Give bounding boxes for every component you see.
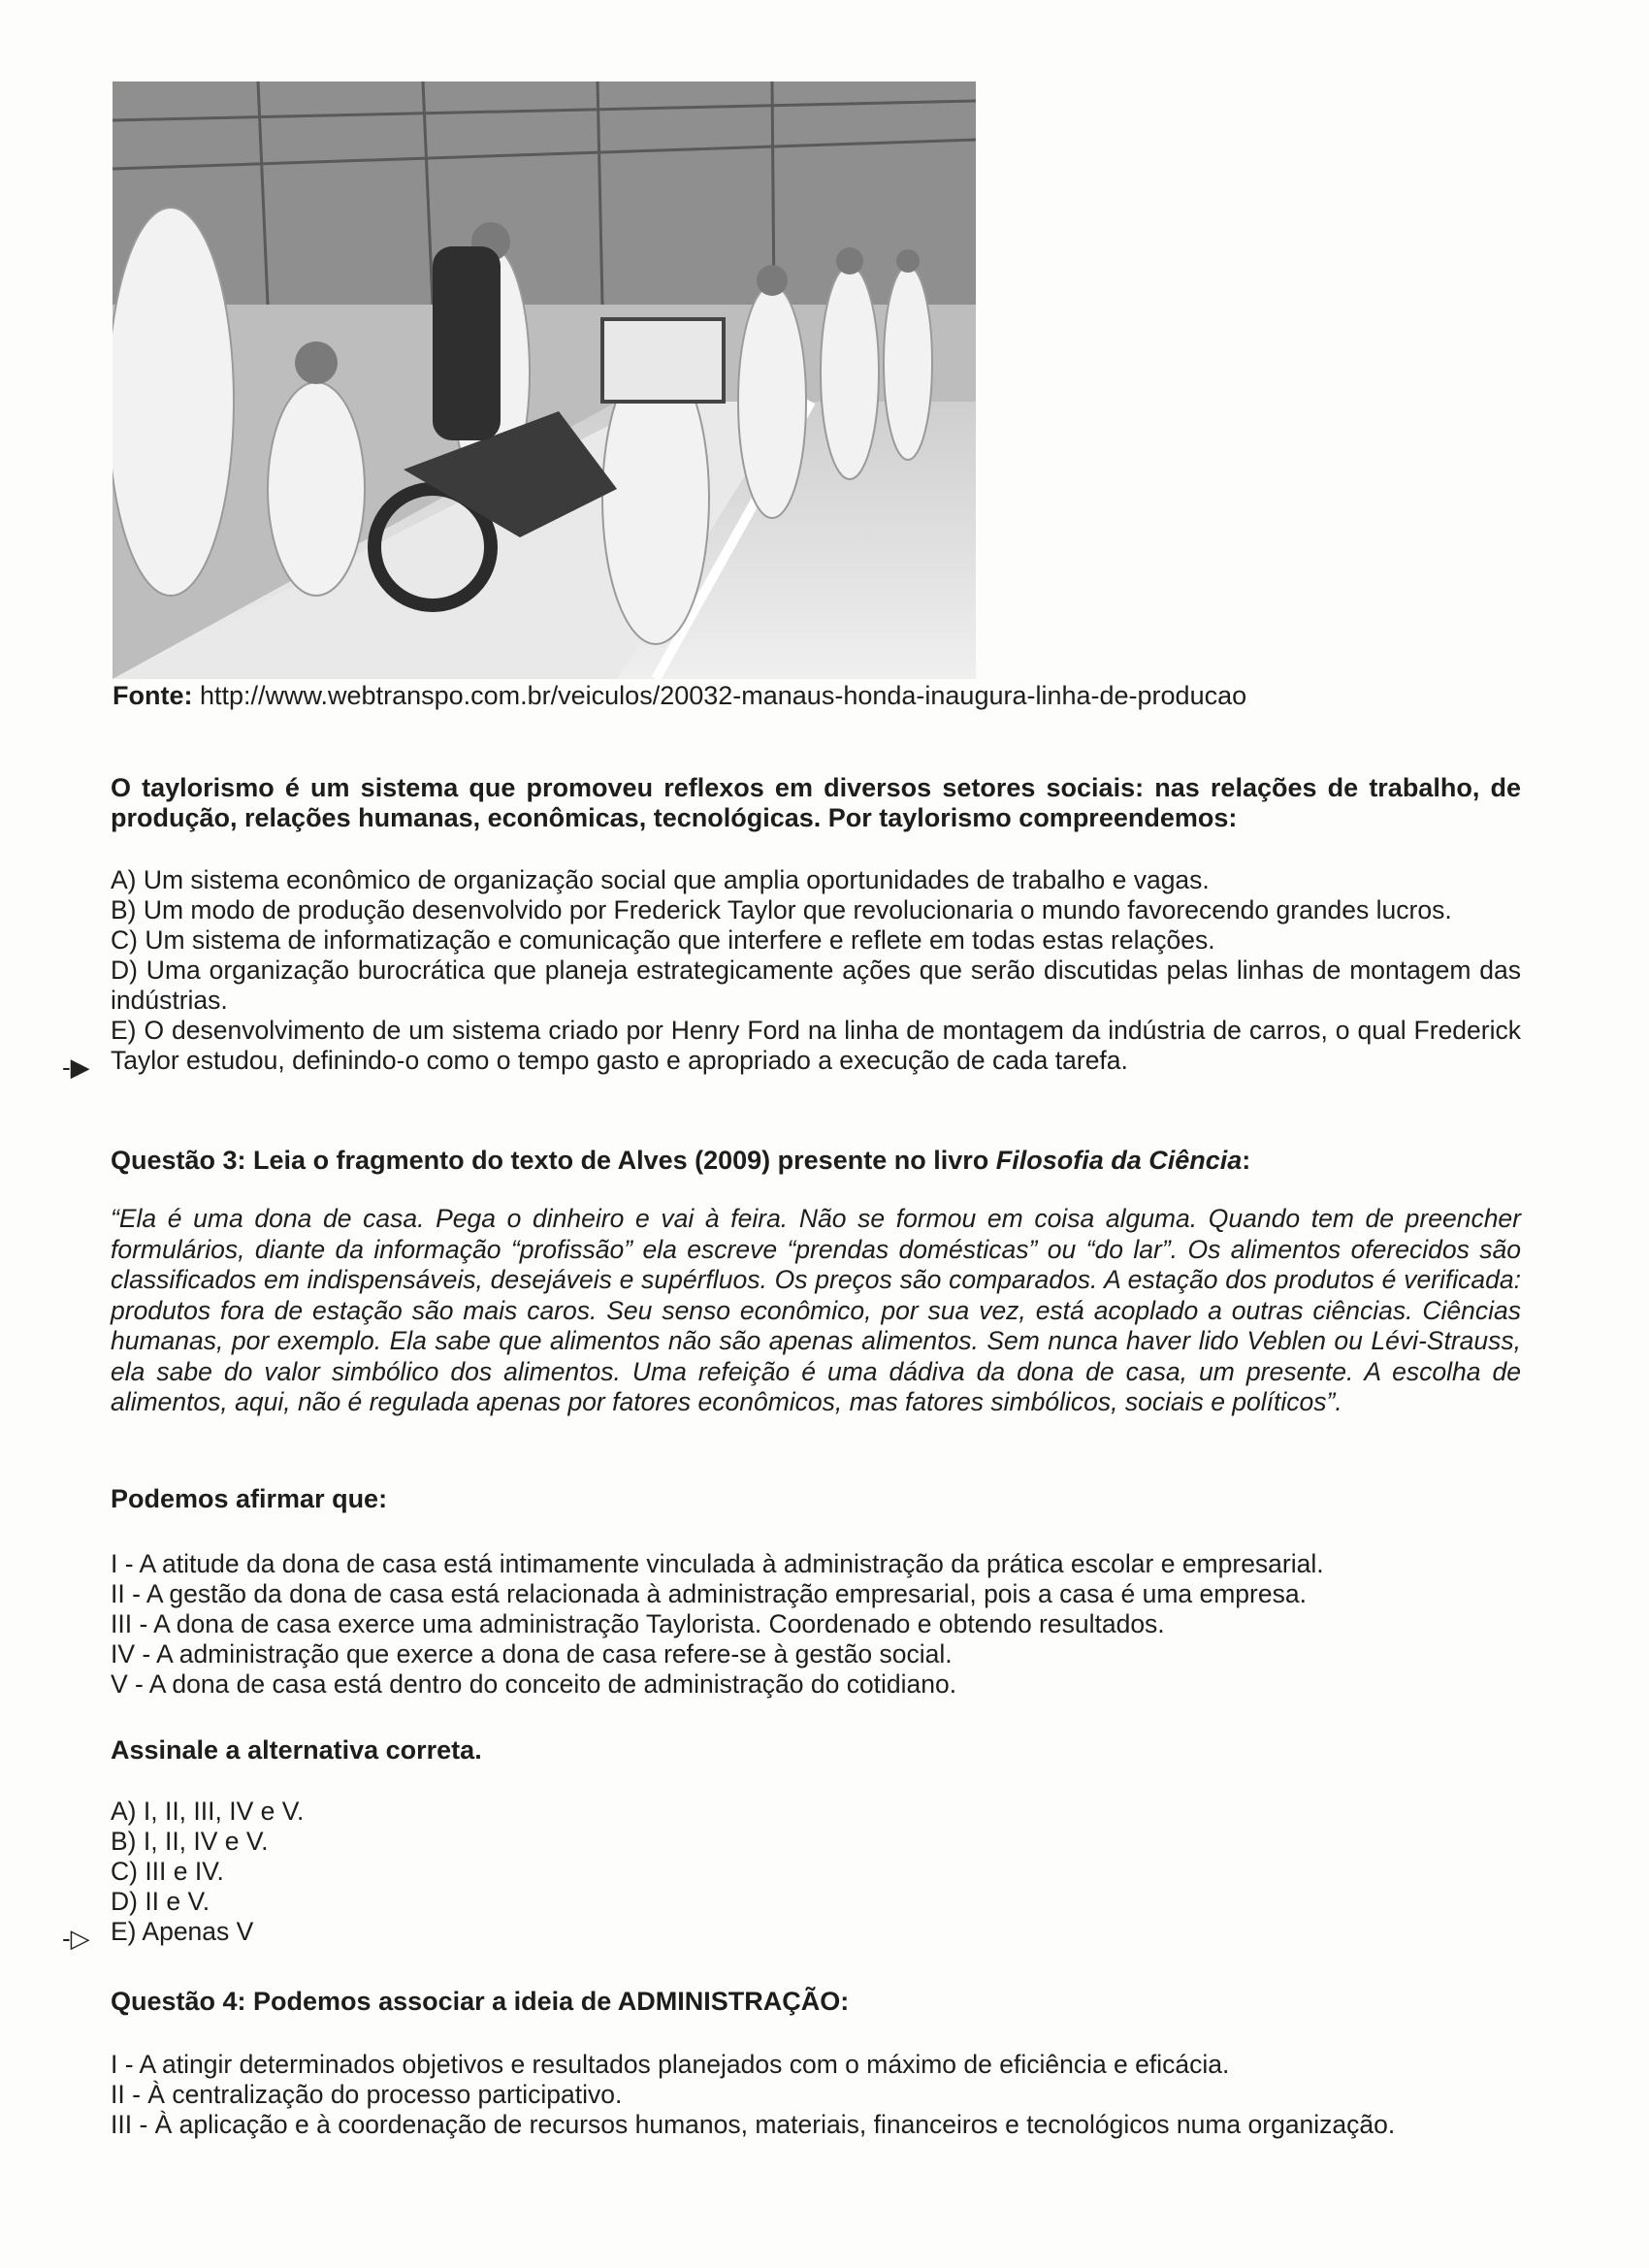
- caption-url: http://www.webtranspo.com.br/veiculos/20032-manaus-honda-inaugura-linha-de-producao: [200, 681, 1247, 710]
- question2-options: [111, 865, 1521, 1076]
- statement-ii: II - A gestão da dona de casa está relacionada à administração empresarial, pois a casa é uma empresa.: [111, 1579, 1307, 1608]
- question4-heading: Questão 4: Podemos associar a ideia de ADMINISTRAÇÃO:: [111, 1987, 850, 2016]
- question3-assinale: Assinale a alternativa correta.: [111, 1735, 482, 1765]
- alternative-e: E) Apenas V: [111, 1917, 254, 1946]
- alternative-a: A) I, II, III, IV e V.: [111, 1797, 305, 1826]
- option-a: A) Um sistema econômico de organização social que amplia oportunidades de trabalho e vagas.: [111, 865, 1210, 894]
- question3-podemos: Podemos afirmar que:: [111, 1484, 388, 1513]
- statement-i: I - A atitude da dona de casa está intimamente vinculada à administração da prática escolar e empresarial.: [111, 1549, 1324, 1578]
- statement-v: V - A dona de casa está dentro do conceito de administração do cotidiano.: [111, 1669, 957, 1699]
- alternative-d: D) II e V.: [111, 1887, 210, 1916]
- caption-label: Fonte:: [113, 681, 193, 710]
- photo-illustration: [113, 81, 976, 679]
- q4-item-ii: II - À centralização do processo participativo.: [111, 2080, 623, 2109]
- photo-caption: [113, 681, 1246, 711]
- question4-items: [111, 2050, 1521, 2140]
- question3-statements: [111, 1549, 1521, 1700]
- option-c: C) Um sistema de informatização e comunicação que interfere e reflete em todas estas relações.: [111, 925, 1215, 955]
- handwritten-arrow-icon-2: -▷: [62, 1924, 90, 1953]
- question2-prompt: O taylorismo é um sistema que promoveu reflexos em diversos setores sociais: nas relações de trabalho, de produção, relações humanas, econômicas, tecnológicas. Por taylorismo compreendemos:: [111, 773, 1521, 832]
- q4-item-i: I - A atingir determinados objetivos e resultados planejados com o máximo de eficiência e eficácia.: [111, 2050, 1230, 2079]
- question3-heading-prefix: Questão 3: Leia o fragmento do texto de Alves (2009) presente no livro: [111, 1146, 996, 1175]
- question3-heading-suffix: :: [1242, 1146, 1251, 1175]
- handwritten-arrow-icon: -▶: [62, 1053, 90, 1082]
- question3-book-title: Filosofia da Ciência: [995, 1146, 1243, 1175]
- alternative-c: C) III e IV.: [111, 1857, 224, 1886]
- option-d: D) Uma organização burocrática que planeja estrategicamente ações que serão discutidas pelas linhas de montagem das indústrias.: [111, 956, 1521, 1015]
- question3-quote: “Ela é uma dona de casa. Pega o dinheiro e vai à feira. Não se formou em coisa alguma. Quando tem de preencher formulários, diante da informação “profissão” ela escreve “prendas domésticas” ou “do lar”. Os alimentos oferecidos são classificados em indispensáveis, desejáveis e supérfluos. Os preços são comparados. A estação dos produtos é verificada: produtos fora de estação são mais caros. Seu senso econômico, por sua vez, está acoplado a outras ciências. Ciências humanas, por exemplo. Ela sabe que alimentos não são apenas alimentos. Sem nunca haver lido Veblen ou Lévi-Strauss, ela sabe do valor simbólico dos alimentos. Uma refeição é uma dádiva da dona de casa, um presente. A escolha de alimentos, aqui, não é regulada apenas por fatores econômicos, mas fatores simbólicos, sociais e políticos”.: [111, 1204, 1521, 1416]
- question3-heading: [111, 1146, 1521, 1176]
- statement-iv: IV - A administração que exerce a dona de casa refere-se à gestão social.: [111, 1639, 953, 1669]
- option-b: B) Um modo de produção desenvolvido por Frederick Taylor que revolucionaria o mundo favorecendo grandes lucros.: [111, 895, 1452, 924]
- option-e: E) O desenvolvimento de um sistema criado por Henry Ford na linha de montagem da indústria de carros, o qual Frederick Taylor estudou, definindo-o como o tempo gasto e apropriado a execução de cada tarefa.: [111, 1016, 1521, 1075]
- alternative-b: B) I, II, IV e V.: [111, 1827, 269, 1856]
- factory-assembly-line-photo: [113, 81, 976, 679]
- question3-alternatives: [111, 1797, 1521, 1947]
- statement-iii: III - A dona de casa exerce uma administração Taylorista. Coordenado e obtendo resultados.: [111, 1609, 1165, 1638]
- q4-item-iii: III - À aplicação e à coordenação de recursos humanos, materiais, financeiros e tecnológicos numa organização.: [111, 2110, 1396, 2139]
